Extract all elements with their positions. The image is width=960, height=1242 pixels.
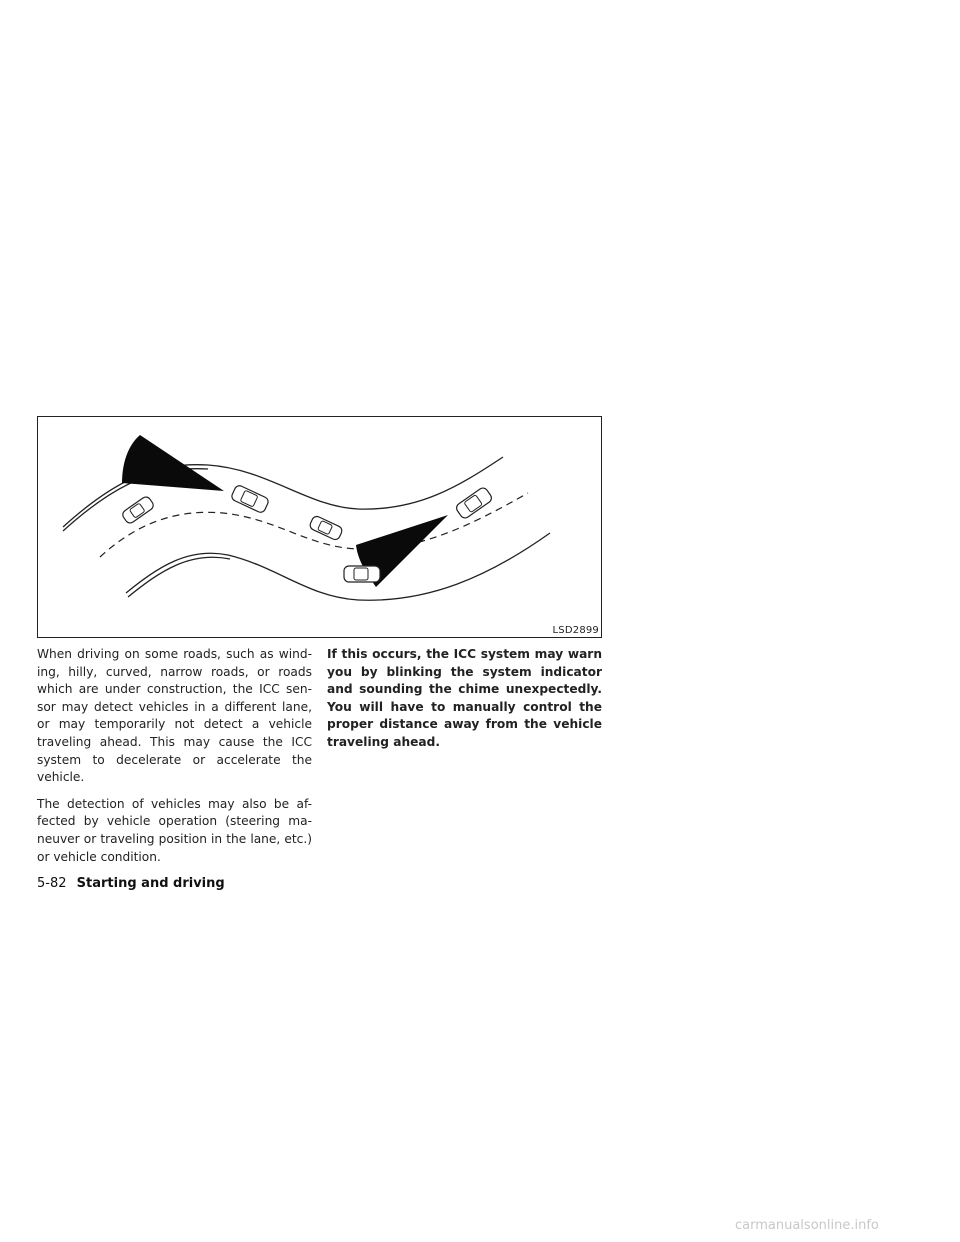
body-column-left: [37, 646, 312, 875]
page-number: 5-82: [37, 876, 67, 891]
car-icon: [344, 566, 380, 582]
figure-code: LSD2899: [552, 625, 599, 636]
road-curve-diagram: [38, 417, 601, 637]
body-column-right: [327, 646, 602, 761]
warning-paragraph: If this occurs, the ICC system may warn you by blinking the system indicator and sounding the chime unexpectedly. You will have to manually control the proper distance away from the vehicle traveling ahead.: [327, 647, 602, 749]
page-footer: [37, 876, 225, 891]
road-edge-lower: [126, 533, 550, 600]
paragraph: The detection of vehicles may also be af-fected by vehicle operation (steering ma-neuver or traveling position in the lane, etc.) or vehicle condition.: [37, 796, 312, 864]
radar-beam-left: [122, 435, 224, 491]
figure-illustration: [37, 416, 602, 638]
car-icon: [121, 495, 155, 525]
watermark: carmanualsonline.info: [735, 1218, 879, 1233]
section-title: Starting and driving: [76, 876, 225, 891]
car-icon: [230, 484, 269, 514]
car-icon: [309, 515, 344, 541]
paragraph: When driving on some roads, such as wind-ing, hilly, curved, narrow roads, or roads which are under construction, the ICC sen-sor may detect vehicles in a different lane, or may temporarily not detect a vehicle traveling ahead. This may cause the ICC system to decelerate or accelerate the vehicle.: [37, 647, 312, 785]
road-edge-lower-inner: [128, 557, 230, 597]
